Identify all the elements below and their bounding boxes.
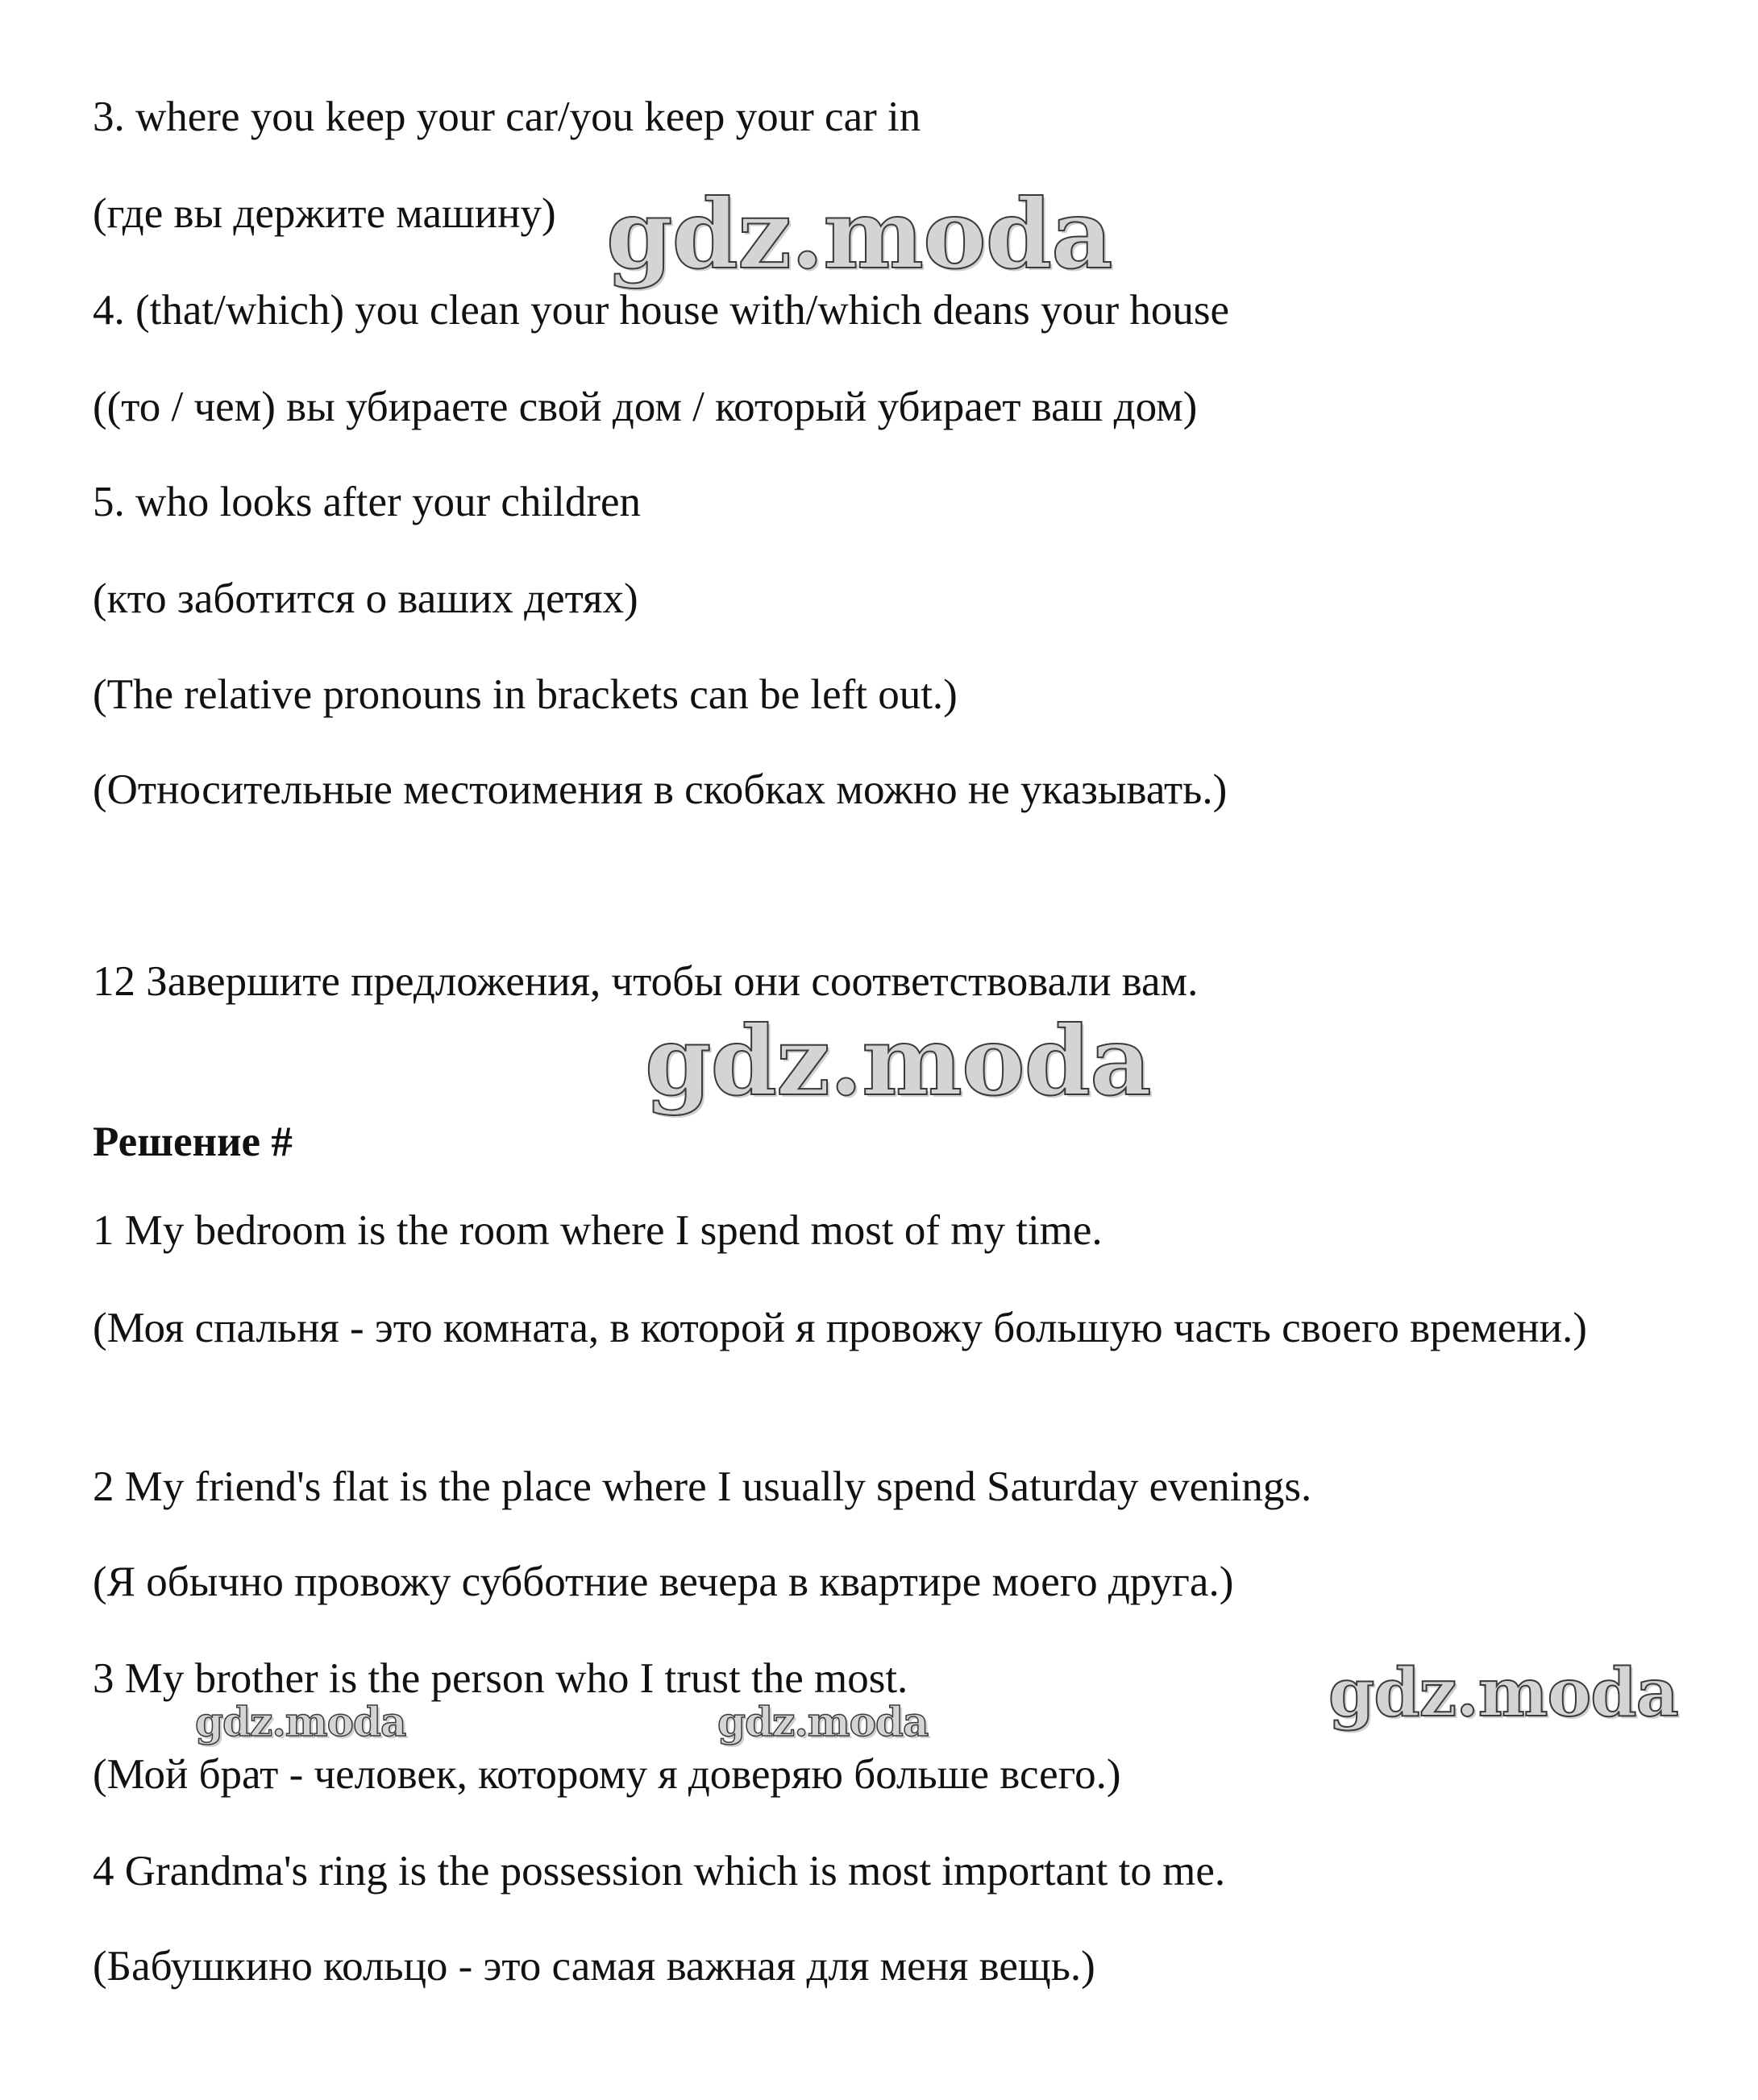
solution-line-3: 3 My brother is the person who I trust the most.	[93, 1655, 908, 1702]
watermark-logo: gdz.moda	[195, 1698, 406, 1745]
solution-translation-4: (Бабушкино кольцо - это самая важная для меня вещь.)	[93, 1943, 1095, 1990]
note-relative-pronouns-translation: (Относительные местоимения в скобках можно не указывать.)	[93, 766, 1228, 813]
answer-translation-5: (кто заботится о ваших детях)	[93, 575, 638, 622]
solution-line-4: 4 Grandma's ring is the possession which is most important to me.	[93, 1848, 1226, 1895]
solution-heading: Решение #	[93, 1118, 293, 1165]
watermark-logo: gdz.moda	[645, 1005, 1151, 1117]
solution-line-1: 1 My bedroom is the room where I spend most of my time.	[93, 1207, 1103, 1254]
solution-translation-1: (Моя спальня - это комната, в которой я провожу большую часть своего времени.)	[93, 1305, 1587, 1351]
answer-line-3: 3. where you keep your car/you keep your car in	[93, 93, 921, 140]
answer-translation-4: ((то / чем) вы убираете свой дом / который убирает ваш дом)	[93, 384, 1198, 430]
watermark-logo: gdz.moda	[1328, 1654, 1678, 1732]
solution-translation-3: (Мой брат - человек, которому я доверяю больше всего.)	[93, 1751, 1121, 1798]
solution-line-2: 2 My friend's flat is the place where I usually spend Saturday evenings.	[93, 1463, 1312, 1510]
exercise-12-title: 12 Завершите предложения, чтобы они соответствовали вам.	[93, 958, 1199, 1005]
answer-line-5: 5. who looks after your children	[93, 479, 641, 525]
answer-line-4: 4. (that/which) you clean your house with/which deans your house	[93, 287, 1230, 334]
solution-translation-2: (Я обычно провожу субботние вечера в квартире моего друга.)	[93, 1558, 1234, 1605]
watermark-logo: gdz.moda	[606, 178, 1112, 290]
note-relative-pronouns: (The relative pronouns in brackets can be left out.)	[93, 671, 958, 718]
answer-translation-3: (где вы держите машину)	[93, 190, 556, 237]
watermark-logo: gdz.moda	[717, 1698, 929, 1745]
